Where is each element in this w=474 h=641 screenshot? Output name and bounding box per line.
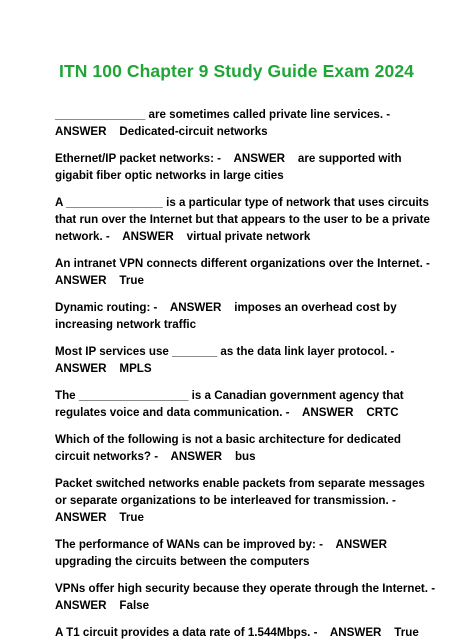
- qa-item: ______________ are sometimes called private line services. - ANSWER Dedicated-circuit networks: [55, 108, 391, 138]
- qa-item: VPNs offer high security because they operate through the Internet. - ANSWER False: [55, 582, 436, 612]
- qa-item: A T1 circuit provides a data rate of 1.544Mbps. - ANSWER True: [55, 626, 419, 639]
- qa-item: A _______________ is a particular type of network that uses circuits that run over the Internet but that appears to the user to be a private network. - ANSWER virtual private network: [55, 196, 430, 243]
- qa-item: Which of the following is not a basic architecture for dedicated circuit networks? - ANSWER bus: [55, 433, 401, 463]
- qa-item: Ethernet/IP packet networks: - ANSWER are supported with gigabit fiber optic networks in large cities: [55, 152, 402, 182]
- qa-item: Dynamic routing: - ANSWER imposes an overhead cost by increasing network traffic: [55, 301, 397, 331]
- qa-item: Packet switched networks enable packets from separate messages or separate organizations to be interleaved for transmission. - ANSWER True: [55, 477, 425, 524]
- qa-item: An intranet VPN connects different organizations over the Internet. - ANSWER True: [55, 257, 430, 287]
- qa-list: [55, 106, 436, 641]
- qa-item: The _________________ is a Canadian government agency that regulates voice and data communication. - ANSWER CRTC: [55, 389, 404, 419]
- page-title: ITN 100 Chapter 9 Study Guide Exam 2024: [58, 61, 414, 81]
- qa-item: The performance of WANs can be improved by: - ANSWER upgrading the circuits between the computers: [55, 538, 387, 568]
- qa-item: Most IP services use _______ as the data link layer protocol. - ANSWER MPLS: [55, 345, 395, 375]
